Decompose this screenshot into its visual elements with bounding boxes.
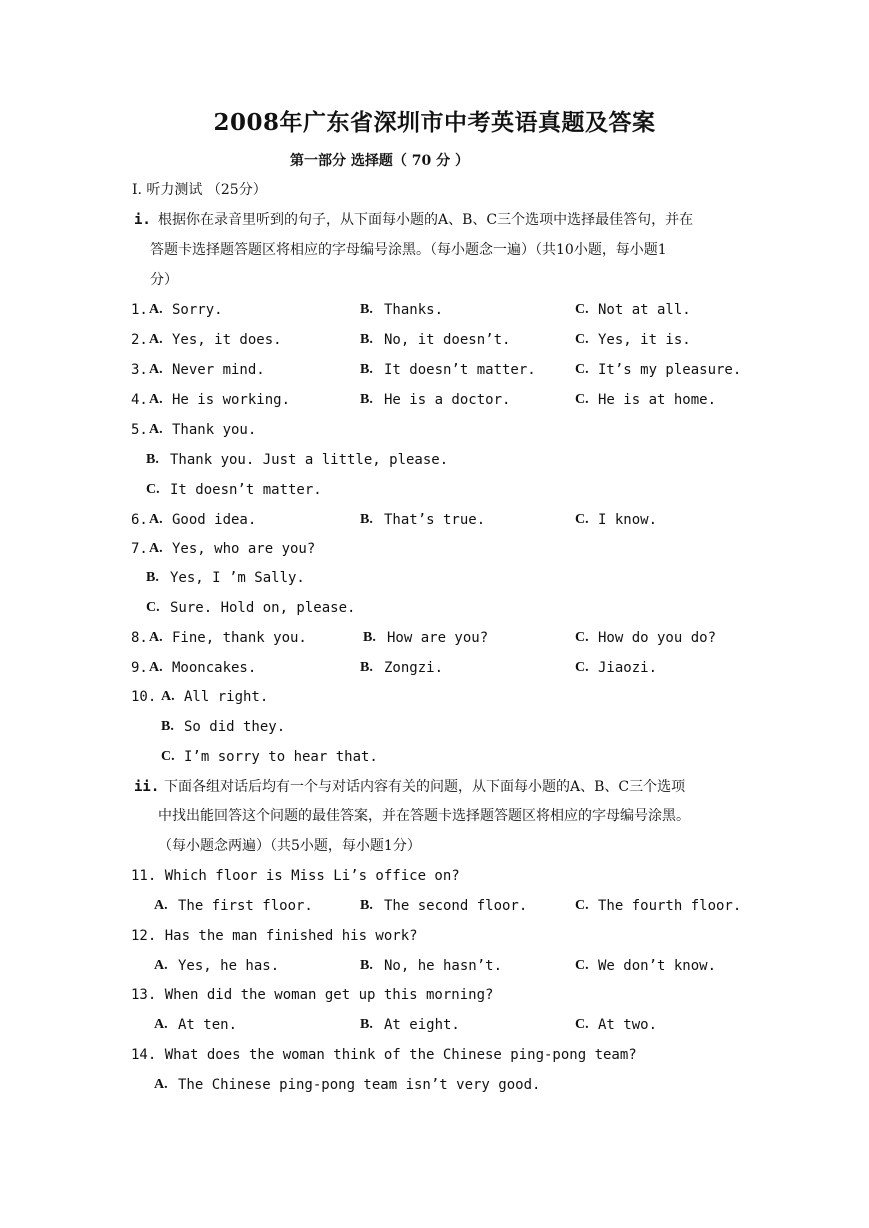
option-letter-b: B. [360, 898, 373, 913]
document-title: 2008年广东省深圳市中考英语真题及答案 [213, 109, 656, 136]
option-letter-a: A. [154, 898, 168, 913]
question-stem: 13. When did the woman get up this morning? [131, 987, 494, 1003]
question-stem: 12. Has the man finished his work? [131, 928, 418, 944]
q12-option-a: Yes, he has. [178, 958, 280, 974]
option-letter-c: C. [575, 898, 589, 913]
option-letter-a: A. [149, 362, 163, 377]
q10-option-a: All right. [184, 689, 269, 705]
q14-option-a: The Chinese ping-pong team isn’t very good. [178, 1077, 541, 1093]
q5-option-a: Thank you. [172, 422, 257, 438]
subsection-i-label: i. [134, 212, 151, 228]
option-letter-b: B. [360, 302, 373, 317]
option-letter-b: B. [360, 958, 373, 973]
question-number: 8. [131, 630, 148, 646]
option-letter-a: A. [154, 1077, 168, 1092]
question-number: 3. [131, 362, 148, 378]
q2-option-b: No, it doesn’t. [384, 332, 511, 348]
option-letter-c: C. [575, 362, 589, 377]
option-letter-a: A. [154, 1017, 168, 1032]
option-letter-a: A. [149, 630, 163, 645]
option-letter-a: A. [149, 541, 163, 556]
q4-option-b: He is a doctor. [384, 392, 511, 408]
part-heading: 第一部分 选择题（ 70 分 ） [290, 153, 469, 169]
option-letter-b: B. [360, 392, 373, 407]
question-number: 1. [131, 302, 148, 318]
option-letter-a: A. [149, 422, 163, 437]
q2-option-a: Yes, it does. [172, 332, 282, 348]
option-letter-b: B. [360, 362, 373, 377]
q12-option-b: No, he hasn’t. [384, 958, 503, 974]
q8-option-a: Fine, thank you. [172, 630, 307, 646]
option-letter-c: C. [161, 749, 175, 764]
option-letter-a: A. [161, 689, 175, 704]
option-letter-b: B. [360, 1017, 373, 1032]
q6-option-a: Good idea. [172, 512, 257, 528]
q12-option-c: We don’t know. [598, 958, 717, 974]
q3-option-a: Never mind. [172, 362, 265, 378]
q9-option-b: Zongzi. [384, 660, 444, 676]
q13-option-a: At ten. [178, 1017, 238, 1033]
question-number: 7. [131, 541, 148, 557]
q6-option-b: That’s true. [384, 512, 486, 528]
q1-option-a: Sorry. [172, 302, 223, 318]
q10-option-c: I’m sorry to hear that. [184, 749, 378, 765]
option-letter-a: A. [154, 958, 168, 973]
q8-option-c: How do you do? [598, 630, 717, 646]
question-stem: 11. Which floor is Miss Li’s office on? [131, 868, 460, 884]
option-letter-a: A. [149, 660, 163, 675]
q7-option-b: Yes, I ’m Sally. [170, 570, 305, 586]
q4-option-c: He is at home. [598, 392, 717, 408]
option-letter-c: C. [575, 302, 589, 317]
subsection-i-line2: 答题卡选择题答题区将相应的字母编号涂黑。（每小题念一遍）（共10小题，每小题1 [150, 242, 667, 258]
option-letter-b: B. [146, 452, 159, 467]
subsection-ii-line2: 中找出能回答这个问题的最佳答案，并在答题卡选择题答题区将相应的字母编号涂黑。 [158, 808, 690, 824]
option-letter-a: A. [149, 392, 163, 407]
q5-option-c: It doesn’t matter. [170, 482, 322, 498]
question-number: 10. [131, 689, 157, 705]
option-letter-c: C. [146, 600, 160, 615]
option-letter-c: C. [575, 332, 589, 347]
q11-option-b: The second floor. [384, 898, 528, 914]
question-number: 4. [131, 392, 148, 408]
q4-option-a: He is working. [172, 392, 291, 408]
option-letter-b: B. [360, 332, 373, 347]
subsection-ii-label: ii. [134, 779, 160, 795]
option-letter-c: C. [575, 660, 589, 675]
q10-option-b: So did they. [184, 719, 286, 735]
option-letter-b: B. [363, 630, 376, 645]
option-letter-c: C. [575, 1017, 589, 1032]
question-stem: 14. What does the woman think of the Chinese ping-pong team? [131, 1047, 637, 1063]
option-letter-c: C. [575, 512, 589, 527]
q5-option-b: Thank you. Just a little, please. [170, 452, 449, 468]
question-number: 9. [131, 660, 148, 676]
option-letter-c: C. [575, 630, 589, 645]
q7-option-a: Yes, who are you? [172, 541, 316, 557]
subsection-ii-line1: 下面各组对话后均有一个与对话内容有关的问题，从下面每小题的A、B、C三个选项 [164, 779, 686, 795]
q2-option-c: Yes, it is. [598, 332, 691, 348]
question-number: 5. [131, 422, 148, 438]
option-letter-b: B. [360, 660, 373, 675]
q11-option-c: The fourth floor. [598, 898, 742, 914]
q8-option-b: How are you? [387, 630, 489, 646]
q13-option-c: At two. [598, 1017, 658, 1033]
question-number: 6. [131, 512, 148, 528]
q1-option-b: Thanks. [384, 302, 444, 318]
option-letter-a: A. [149, 512, 163, 527]
option-letter-a: A. [149, 302, 163, 317]
option-letter-b: B. [161, 719, 174, 734]
section-listening-heading: I. 听力测试 （25分） [132, 182, 267, 198]
subsection-i-line3: 分） [150, 272, 178, 288]
option-letter-b: B. [360, 512, 373, 527]
option-letter-c: C. [575, 392, 589, 407]
subsection-i-line1: 根据你在录音里听到的句子，从下面每小题的A、B、C三个选项中选择最佳答句，并在 [158, 212, 694, 228]
q7-option-c: Sure. Hold on, please. [170, 600, 356, 616]
q13-option-b: At eight. [384, 1017, 460, 1033]
q9-option-a: Mooncakes. [172, 660, 257, 676]
option-letter-c: C. [575, 958, 589, 973]
subsection-ii-line3: （每小题念两遍）（共5小题，每小题1分） [158, 838, 421, 854]
q1-option-c: Not at all. [598, 302, 691, 318]
q6-option-c: I know. [598, 512, 658, 528]
q11-option-a: The first floor. [178, 898, 313, 914]
option-letter-b: B. [146, 570, 159, 585]
q3-option-b: It doesn’t matter. [384, 362, 536, 378]
option-letter-a: A. [149, 332, 163, 347]
question-number: 2. [131, 332, 148, 348]
option-letter-c: C. [146, 482, 160, 497]
q3-option-c: It’s my pleasure. [598, 362, 742, 378]
q9-option-c: Jiaozi. [598, 660, 658, 676]
